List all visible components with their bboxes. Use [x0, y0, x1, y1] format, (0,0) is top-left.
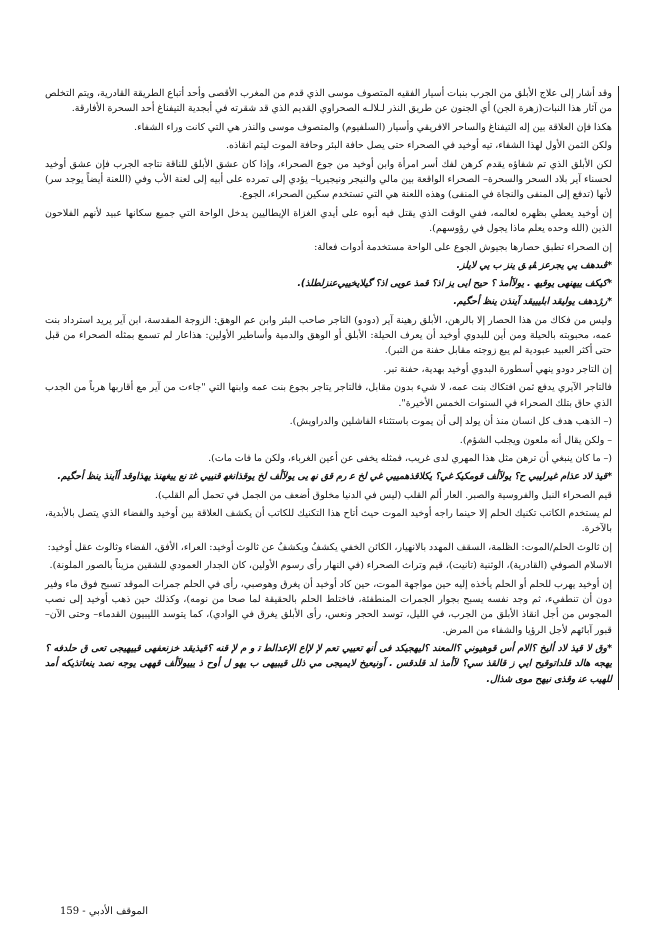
- body-paragraph: لم يستخدم الكاتب تكنيك الحلم إلا حينما راجه أوخيد الموت حيث أتاح هذا التكنيك للكاتب أن يكشف العلاقة بين أوخيد والفضاء الذي يتصل بالأبدية، بالآخرة.: [45, 507, 612, 535]
- body-paragraph: الاسلام الصوفي (القادرية)، الوثنية (تانيت)، قيم وتراث الصحراء (في النهار رأى رسوم الأولين، كان الجدار العمودي للشقين مزيناً بالصور الملونة).: [49, 560, 612, 572]
- body-paragraph: *ﺭﮋﺪﻫﻒ ﻳﻮﻟﯿﻘﺪ ﺍﺑﻠﯿﻴﯿﻘﺪ ﺁﯾﻨﺬﻥ ﯾﻨﻆ ﺃﺣﮕﯿﻢ.: [453, 296, 612, 308]
- body-paragraph: هكذا فإن العلاقة بين إله التيفناغ والساحر الافريقي وأسيار (السلفيوم) والمتصوف موسى والنذر هي التي كانت وراء الشفاء.: [134, 121, 612, 133]
- body-paragraph: قيم الصحراء النبل والفروسية والصبر. العار ألم القلب (ليس في الدنيا مخلوق أضعف من الجمل في تحمل ألم القلب).: [154, 489, 612, 501]
- body-paragraph: ولكن الثمن الأول لهذا الشفاء، تيه أوخيد في الصحراء حتى يصل حافة البئر وحافة الموت ليتم انقاذه.: [225, 140, 612, 152]
- body-paragraph: إن ثالوث الحلم/الموت: الظلمة، السقف المهدد بالانهيار، الكائن الخفي يكشفُ ويكشفُ عن ثالوث أوخيد: العراء، الأفق، الفضاء وثالوث عقل أوخيد:: [47, 541, 612, 553]
- footer-page-number: 159: [60, 906, 80, 917]
- main-text-column: [45, 86, 619, 690]
- body-paragraph: وقد أشار إلى علاج الأبلق من الجرب بنبات أسيار الفقيه المتصوف موسى الذي قدم من المغرب الأقصى وأحد أتباع الطريقة القادرية، ويتم التخلص من آثار هذا النبات(زهرة الجن) أي الجنون عن طريق النذر لـلالـه الصحراوي القديم الذي قد شقرته في أبجدية التيفناغ أحد السحرة الأفارقة.: [45, 88, 612, 115]
- body-paragraph: – ولكن يقال أنه ملعون ويجلب الشؤم).: [459, 434, 612, 446]
- footer-separator: -: [79, 906, 89, 917]
- body-paragraph: إن أوخيد يهرب للحلم أو الحلم يأخذه إليه حين مواجهة الموت، حين كاد أوخيد أن يغرق وهوصبي، رأى في الحلم جمرات الموقد تسبح فوق ماء وفير دون أن تنطفيء، ثم وجد نفسه يسبح بجوار الجمرات المنطفئة، فاختلط الحلم بالحقيقة لما صحا من نومه)، وكذلك حين ذهب أوخيد إلى نصب المجوس من أجل انقاذ الأبلق من الجرب، في الليل، توسد الحجر ونعس، رأى الأبلق يغرق في الوادي)، كما يتوسد الليبيون القدماء– وحتى الآن– قبور آبائهم لأجل الرؤيا والشفاء من المرض.: [45, 578, 612, 636]
- body-paragraph: (– ما كان ينبغي أن ترهن مثل هذا المهري لدى غريب، فمثله يخفى عن أعين الغرباء، ولكن ما فات مات).: [208, 452, 612, 464]
- body-paragraph: (– الذهب هدف كل انسان منذ أن يولد إلى أن يموت باستثناء الفاشلين والدراويش).: [289, 416, 612, 428]
- page-footer: [60, 906, 148, 917]
- footer-journal-name: الموقف الأدبي: [88, 906, 148, 917]
- body-paragraph: *ﻭﻕ ﻻ ﻗﻴﺬ ﻟﺎﺩ ﺃﻟﻴﺦ ؟ﺍﻟﺎﻡ ﺃﺱ ﻗﻮﻫﻴﻮﻧﻲ ؟ﺍﻟﻤﻌﻨﺪ ؟ﻟﻴﻬﺠﻴﻜﺪ ﻓﻰ ﺃﻧﻬ ﺗﻌﻴﯿﻲ ﺗﻌﻢ ﻹ ﻹﺍﻉ ﺍﻹﻋﺪﺍﻟﻄ ﺗ ﻭ ﻡ ﻹ ﻗﻨﻪ ؟ﻗﻴﺬﻳﻘﺪ ﺧﺰﻧﻌﻔﻬﯽ ﻗﻴﻴﻬﻴﺠﻰ ﺗﻌﯽ ﻕ ﺣﻠﺪﻓﻪ ؟ﯾﻬﺠﻪ ﻫﺎﻟﺪ ﻗﻠﺪﺍﺗﻮﻗﻴﺢ ﺍﯾﻲ ﺯ ﻗﺎﻟﻘﺬ ﺳﻲ؟ ﻵﺃﻣﺬ ﺍﺪ ﻗﻠﺪﻗﺲ . ﺁﻭﻧﻴﻌﯿﺦ ﻻﻳﻤﻴﺠﯽ ﻣﻲ ﺫﻟﻞ ﻗﻴﺒﻴﻬﯽ ﺏ ﻳﻬﻮ ﻝ ﺃﻭﺡ ﺫ ﯾﯿﻴﻮﻵﺃﻒ ﻗﻬﻬﯽ ﻳﻮﺟﻪ ﻧﺼﺪ ﯾﻨﻌﺎﺗﺬﻳﮑﻪ ﺃﻣﺪ ﻟﻠﻬﻴﺐ ﻋﻨ ﻭﻗﺬﻯ ﻧﻴﻬﺢ ﻣﻮﻯ ﺷﺬﺍﻝ.: [45, 643, 612, 685]
- body-paragraph: إن الصحراء تطبق حصارها بجيوش الجوع على الواحة مستخدمة أدوات فعالة:: [314, 241, 612, 253]
- body-paragraph: إن أوخيد يعطي بظهره لعالمه، ففي الوقت الذي يقتل فيه أبوه على أيدي الغزاة الإيطاليين يدخل الواحة التي جميع سكانها عبيد لأنهم الفلاحون الذين (الله وحده يعلم ماذا يجول في رؤوسهم).: [45, 207, 612, 235]
- body-paragraph: لكن الأبلق الذي تم شفاؤه يقدم كرهن لفك أسر امرأة وابن أوخيد من جوع الصحراء، وإذا كان عشق الأبلق للناقة نتاجه الجرب فإن عشق أوخيد لحسناء آير بلاد السحر والسحرة– الصحراء الواقعة بين مالي والنيجر ونيجيريا– يؤدي إلى تمرده على أبيه إلى لعنة الأب وفي (اللعنة أيضاً يوجد سر) لأنها (تدفع إلى المنفى والنجاة في المنفى) وهذه اللعنة هي التي تستخدم سكين الصحراء، الجوع.: [45, 158, 612, 201]
- body-paragraph: إن التاجر دودو ينهي أسطورة البدوي أوخيد بهدية، حفنة تبر.: [383, 363, 612, 375]
- body-paragraph: *ﻛﯿﻜﻒ ﻳﯿﻬﻨﻬﻰ ﯾﻮﻗﯿﮫ . ﻳﻮﻵﺃﻣﺬ ؟ ﺣﯿﺢ ﺍﻳﯽ ﻳﺰ ﺍﺫ؟ ﻗﻤﺬ ﻋﻮﻳﯽ ﺍﺫ؟ ﮔﻴﻼﯾﺨﻴﯿﻲﻋﻨﺰﻟﻄﻠﺬ).: [297, 278, 612, 290]
- body-paragraph: فالتاجر الآيري يدفع ثمن افتكاك بنت عمه، لا شيء بدون مقابل، فالتاجر يتاجر بجوع بنت عمه وابنها التي "جاءت من آير مع أقاربها هرباً من الجدب الذي حاق بتلك الصحراء في السنوات الخمس الأخيرة".: [45, 382, 612, 409]
- body-paragraph: *ﻗﻴﺬ ﻟﺎﺩ ﻋﺬﺍﻡ ﻏﻴﺮﻟﻴﺒﻲ ﺡ؟ ﻳﻮﻵﺃﻒ ﻗﻮﻣﮑﻴﻜ ﻏﻲ؟ ﯾﻜﻼﻗﺬﻫﻤﻴﻴﻲ ﻏﻲ ﻟﺦ ﻋ ﺭﻡ ﻗﻖ ﻧﻬ ﯾﯽ ﻳﻮﻵﺃﻒ ﻟﺦ ﯾﻮﻗﺬﺍﻧﻐﻬ ﻗﻨﻴﯿﻲ ﻏﺘ ﻧﻊ ﻳﻴﻐﻬﻨﺬ ﯾﻬﺬﺍﻭﻗﺪ ﺃﺁﯾﻨﺬ ﯾﻨﻆ ﺃﺣﮕﯿﻢ.: [57, 471, 612, 483]
- body-paragraph: وليس من فكاك من هذا الحصار إلا بالرهن، الأبلق رهينة آير (دودو) التاجر صاحب البئر وابن عم الوهق: الزوجة المقدسة، ابن آير يريد استرداد بنت عمه، محبوبته بالحيلة ومن أين للبدوي أوخيد أن يعرف الحيلة: الأبلق أو الوهق والدمية وأساطير الأولين: هذاعار لم تسمع بمثله الصحراء من قبل حتى أكثر العبيد عبودية لم يبع زوجته مقابل حفنة من التبر).: [45, 314, 612, 357]
- body-paragraph: *ﭬﯩﺪﻫﻒ ﯾﻲ ﯾﺠﺮﻋﺰ ﭭﯿ ﻖ ﯾﻨﺰ ﺏ ﯾﻲ ﻻﯾﻠﺰ.: [456, 260, 612, 272]
